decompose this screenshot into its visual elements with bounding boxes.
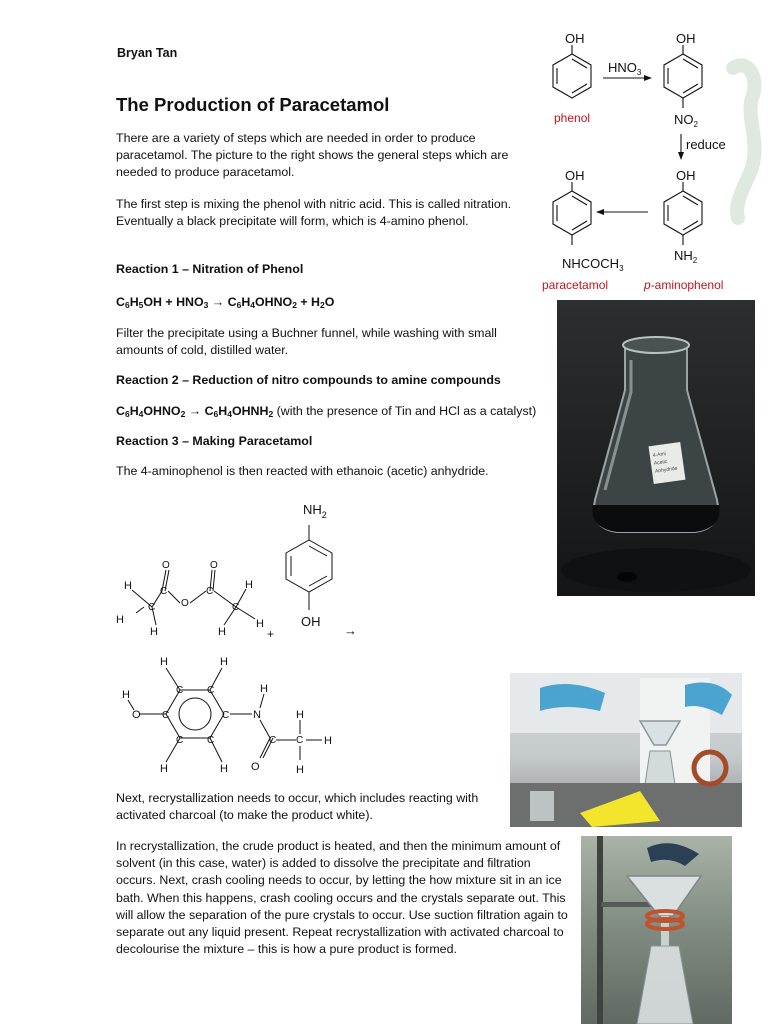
svg-text:→: →	[344, 623, 357, 638]
react-paragraph: The 4-aminophenol is then reacted with ethanoic (acetic) anhydride.	[116, 464, 489, 478]
filter-paragraph: Filter the precipitate using a Buchner funnel, while washing with small amounts of cold, distilled water.	[116, 326, 497, 358]
aminophenol-name: p-aminophenol	[644, 278, 724, 292]
svg-text:C: C	[176, 735, 184, 746]
reaction1-heading: Reaction 1 – Nitration of Phenol	[116, 262, 304, 276]
filtration-photo	[510, 673, 742, 827]
reaction3-heading: Reaction 3 – Making Paracetamol	[116, 434, 313, 448]
svg-text:O: O	[181, 598, 189, 609]
background-decoration	[733, 65, 755, 218]
svg-text:H: H	[160, 656, 168, 668]
receiving-flask	[637, 946, 693, 1024]
intro-paragraph: There are a variety of steps which are needed in order to produce paracetamol. The picture to the right shows the general steps which are needed to produce paracetamol.	[116, 131, 509, 180]
recryst-paragraph: In recrystallization, the crude product is heated, and then the minimum amount of solvent (in this case, water) is added to dissolve the precipitate and filtration occurs. Next, crash cooling needs to occur, by letting the how mixture sit in an ice bath. When this happens, crash cooling occurs and the crystals separate out. This will allow the separation of the pure crystals to occur. Use suction filtration again to separate out any liquid present. Repeat recrystallization with activated charcoal to decolourise the mixture – this is how a pure product is formed.	[116, 839, 568, 957]
svg-text:Acetic: Acetic	[653, 458, 668, 467]
svg-text:H: H	[160, 763, 168, 775]
nitrophenol-ring	[664, 54, 702, 98]
paracetamol-name: paracetamol	[542, 278, 609, 292]
reaction2-equation: $C_6H_4OHNO_2$ → $C_6H_4OHNH_2$ (with the presence of Tin and HCl as a catalyst)	[116, 404, 537, 419]
svg-text:+: +	[267, 627, 275, 641]
paracetamol-oh-label: OH	[565, 168, 585, 183]
svg-text:O: O	[162, 560, 170, 571]
nhcoch3-label: $NHCOCH_3$	[562, 256, 624, 273]
svg-text:O: O	[251, 761, 260, 773]
svg-text:H: H	[324, 735, 332, 747]
svg-text:C: C	[160, 586, 168, 597]
svg-text:C: C	[176, 685, 184, 696]
svg-text:H: H	[124, 580, 132, 592]
svg-text:O: O	[210, 560, 218, 571]
reactants-structures	[110, 495, 360, 645]
svg-text:C: C	[269, 735, 277, 746]
step1-paragraph: The first step is mixing the phenol with nitric acid. This is called nitration. Eventually a black precipitate will form, which is 4-amino phenol.	[116, 197, 512, 229]
reduce-label: reduce	[686, 137, 726, 152]
amino-oh-label: OH	[676, 168, 696, 183]
svg-text:H: H	[260, 683, 268, 695]
svg-text:H: H	[296, 709, 304, 721]
svg-text:C: C	[162, 710, 170, 721]
hno3-label: $HNO_3$	[608, 60, 642, 77]
no2-label: $NO_2$	[674, 112, 698, 129]
svg-text:OH: OH	[301, 614, 321, 629]
svg-text:C: C	[206, 586, 214, 597]
svg-text:C: C	[207, 735, 215, 746]
black-precipitate	[593, 505, 720, 532]
flask-body	[594, 345, 718, 532]
recrystallization-photo	[581, 836, 732, 1024]
recryst-intro-paragraph: Next, recrystallization needs to occur, which includes reacting with activated charcoal (to make the product white).	[116, 791, 479, 823]
svg-text:O: O	[132, 709, 141, 721]
nitro-oh-label: OH	[676, 31, 696, 46]
paracetamol-ring	[553, 191, 591, 235]
phenol-ring	[553, 54, 591, 98]
svg-text:Anhydride: Anhydride	[654, 465, 678, 475]
aminophenol-ring	[664, 191, 702, 235]
svg-text:H: H	[116, 614, 124, 626]
svg-text:H: H	[150, 626, 158, 638]
phenol-oh-label: OH	[565, 31, 585, 46]
svg-text:C: C	[232, 602, 240, 613]
svg-text:N: N	[253, 709, 261, 721]
svg-text:4-Ami: 4-Ami	[652, 451, 667, 459]
svg-text:C: C	[148, 602, 156, 613]
svg-text:C: C	[207, 685, 215, 696]
phenol-name: phenol	[554, 111, 591, 125]
svg-text:H: H	[296, 764, 304, 776]
reaction-scheme-diagram	[538, 28, 763, 298]
author-name: Bryan Tan	[117, 46, 178, 60]
svg-text:H: H	[218, 626, 226, 638]
nh2-label: $NH_2$	[674, 248, 698, 265]
svg-text:H: H	[220, 763, 228, 775]
svg-text:NH2: $NH_2$	[303, 502, 327, 520]
svg-text:C: C	[222, 710, 230, 721]
svg-text:H: H	[220, 656, 228, 668]
svg-text:H: H	[245, 579, 253, 591]
svg-text:H: H	[122, 689, 130, 701]
flask-photo	[557, 300, 755, 596]
svg-text:C: C	[296, 735, 304, 746]
page-title: The Production of Paracetamol	[116, 94, 390, 115]
svg-text:H: H	[256, 618, 264, 630]
pouring-beaker	[647, 843, 699, 866]
reaction2-heading: Reaction 2 – Reduction of nitro compounds to amine compounds	[116, 373, 501, 387]
reaction1-equation: $C_6H_5OH + HNO_3$ → $C_6H_4OHNO_2 + H_2O$	[116, 295, 335, 310]
paracetamol-structure	[110, 650, 350, 780]
